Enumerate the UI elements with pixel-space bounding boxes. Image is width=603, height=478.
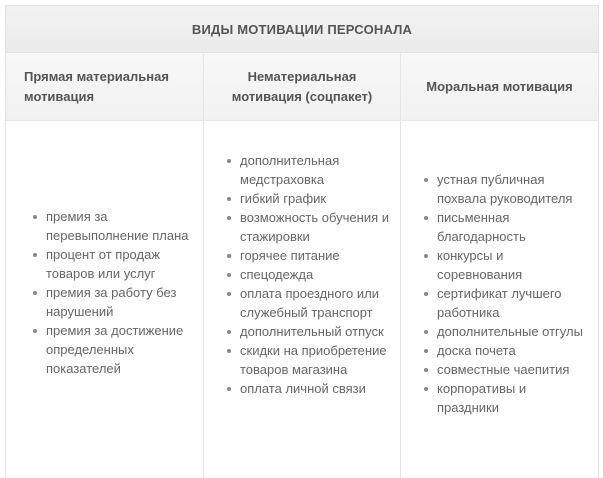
column-header-moral: Моральная мотивация: [426, 78, 573, 94]
list-item: премия за работу без нарушений: [32, 283, 196, 321]
non-material-list: [204, 151, 390, 398]
list-item: конкурсы и соревнования: [423, 246, 587, 284]
list-item: гибкий график: [226, 189, 390, 208]
list-item: процент от продаж товаров или услуг: [32, 245, 196, 283]
content-row: [6, 121, 598, 478]
motivation-table: [5, 5, 599, 478]
list-item: премия за перевыполнение плана: [32, 207, 196, 245]
column-direct-material: [6, 121, 203, 478]
list-item: корпоративы и праздники: [423, 379, 587, 417]
direct-material-list: [6, 207, 196, 378]
list-item: устная публичная похвала руководителя: [423, 170, 587, 208]
list-item: совместные чаепития: [423, 360, 587, 379]
list-item: возможность обучения и стажировки: [226, 208, 390, 246]
list-item: письменная благодарность: [423, 208, 587, 246]
list-item: оплата проездного или служебный транспорт: [226, 284, 390, 322]
list-item: горячее питание: [226, 246, 390, 265]
list-item: дополнительная медстраховка: [226, 151, 390, 189]
list-item: дополнительные отгулы: [423, 322, 587, 341]
column-non-material: [203, 121, 401, 478]
list-item: оплата личной связи: [226, 379, 390, 398]
list-item: сертификат лучшего работника: [423, 284, 587, 322]
list-item: дополнительный отпуск: [226, 322, 390, 341]
moral-list: [401, 170, 587, 417]
column-header-direct-material: Прямая материальная мотивация: [24, 68, 169, 104]
list-item: скидки на приобретение товаров магазина: [226, 341, 390, 379]
list-item: доска почета: [423, 341, 587, 360]
list-item: спецодежда: [226, 265, 390, 284]
table-title: ВИДЫ МОТИВАЦИИ ПЕРСОНАЛА: [6, 5, 598, 53]
column-header-non-material: Нематериальная мотивация (соцпакет): [203, 53, 401, 120]
list-item: премия за достижение определенных показателей: [32, 321, 196, 378]
column-moral: [401, 121, 598, 478]
header-row: [6, 53, 598, 121]
